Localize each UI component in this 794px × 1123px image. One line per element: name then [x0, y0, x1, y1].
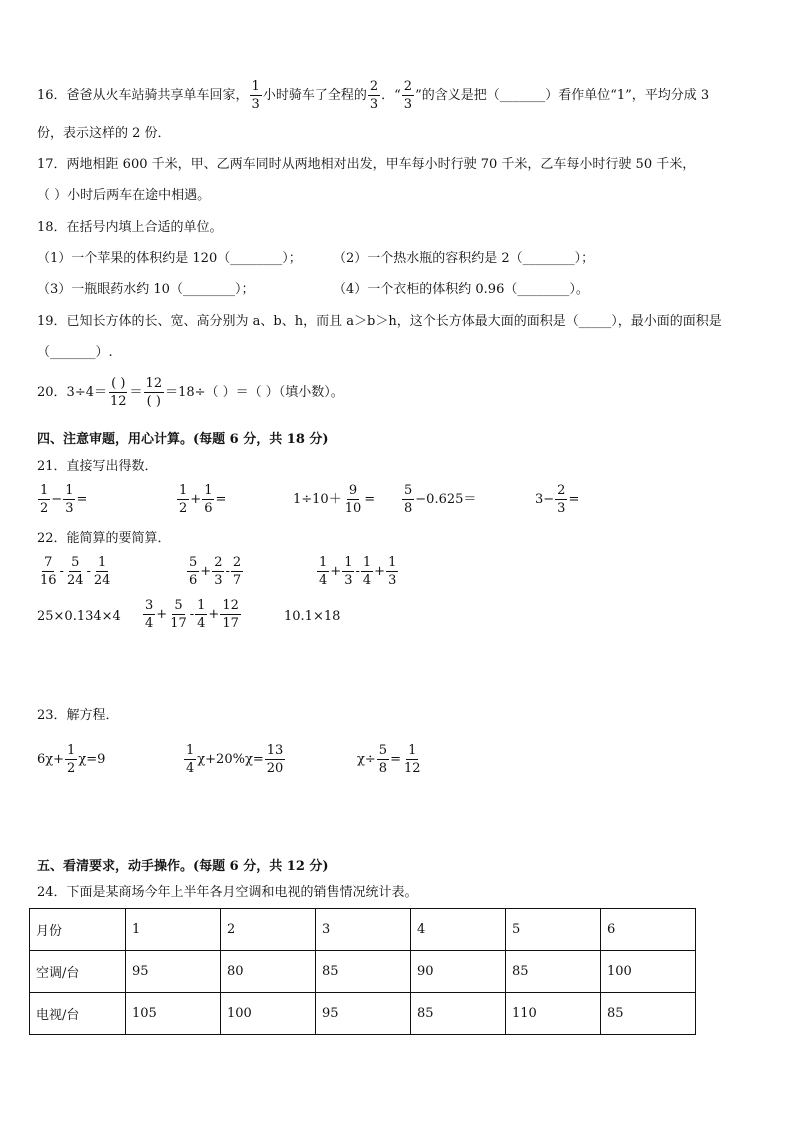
- table-cell: 80: [221, 951, 316, 993]
- section-5-heading: 五、看清要求，动手操作。(每题 6 分，共 12 分): [37, 859, 329, 874]
- question-24-title: 24．下面是某商场今年上半年各月空调和电视的销售情况统计表。: [37, 885, 418, 900]
- question-18-item-3: （3）一瓶眼药水约 10（________）；: [37, 282, 255, 297]
- q16-fraction-3: $\frac{2}{3}$: [403, 79, 413, 112]
- table-cell: 90: [411, 951, 506, 993]
- q23-equation-1: 6χ+ $\frac{1}{2}$ χ=9: [37, 743, 106, 776]
- q20-fraction-2: $\frac{12}{( )}$: [145, 376, 163, 409]
- table-cell: 2: [221, 909, 316, 951]
- table-cell: 85: [411, 993, 506, 1035]
- question-22-title: 22．能简算的要简算．: [37, 531, 171, 546]
- question-18-title: 18．在括号内填上合适的单位。: [37, 220, 223, 235]
- table-cell: 6: [601, 909, 696, 951]
- section-4-heading: 四、注意审题，用心计算。(每题 6 分，共 18 分): [37, 432, 329, 447]
- q16-text: 16．爸爸从火车站骑共享单车回家，: [37, 88, 249, 103]
- table-cell: 95: [126, 951, 221, 993]
- table-cell: 110: [506, 993, 601, 1035]
- q20-fraction-1: $\frac{( )}{12}$: [109, 376, 127, 409]
- q21-expr-4: $\frac{5}{8}$ −0.625＝: [404, 483, 477, 516]
- table-cell: 85: [506, 951, 601, 993]
- question-23-title: 23．解方程．: [37, 708, 119, 723]
- table-header-row: [30, 909, 696, 951]
- question-17-line2: （ ）小时后两车在途中相遇。: [37, 188, 211, 203]
- question-20: [37, 377, 344, 408]
- table-cell: 4: [411, 909, 506, 951]
- q21-expr-2: $\frac{1}{2}$ + $\frac{1}{6}$ =: [179, 483, 227, 516]
- q22-expr-4: 25×0.134×4: [37, 609, 121, 624]
- question-21-title: 21．直接写出得数．: [37, 459, 158, 474]
- q20-equals: ＝: [129, 385, 143, 400]
- table-cell: 电视/台: [30, 993, 126, 1035]
- q16-text-suffix: ”的含义是把（_______）看作单位“1”，平均分成 3: [415, 88, 710, 103]
- q22-expr-1: $\frac{7}{16}$ - $\frac{5}{24}$ - $\frac{1}{24}$: [40, 555, 111, 588]
- table-cell: 100: [221, 993, 316, 1035]
- q16-fraction-1: $\frac{1}{3}$: [251, 79, 260, 112]
- q22-expr-2: $\frac{5}{6}$ + $\frac{2}{3}$ - $\frac{2}{7}$: [189, 555, 242, 588]
- question-16-line1: [37, 80, 709, 111]
- table-cell: 95: [316, 993, 411, 1035]
- table-cell: 1: [126, 909, 221, 951]
- q22-expr-3: $\frac{1}{4}$ + $\frac{1}{3}$ - $\frac{1}{4}$ + $\frac{1}{3}$: [319, 555, 397, 588]
- question-19-line2: （_______）.: [37, 345, 113, 360]
- table-cell: 空调/台: [30, 951, 126, 993]
- table-cell: 85: [601, 993, 696, 1035]
- table-cell: 100: [601, 951, 696, 993]
- table-cell: 5: [506, 909, 601, 951]
- q21-expr-1: $\frac{1}{2}$ − $\frac{1}{3}$ =: [40, 483, 88, 516]
- q20-text-suffix: ＝18÷（ ）＝（ ）（填小数）。: [165, 385, 344, 400]
- table-cell: 85: [316, 951, 411, 993]
- table-cell: 3: [316, 909, 411, 951]
- table-row: [30, 993, 696, 1035]
- table-cell: 105: [126, 993, 221, 1035]
- q20-text: 20．3÷4＝: [37, 385, 107, 400]
- question-18-item-1: （1）一个苹果的体积约是 120（________）；: [37, 251, 302, 266]
- question-17-line1: 17．两地相距 600 千米，甲、乙两车同时从两地相对出发，甲车每小时行驶 70 千米，乙车每小时行驶 50 千米，: [37, 157, 696, 172]
- question-18-item-2: （2）一个热水瓶的容积约是 2（________）；: [333, 251, 595, 266]
- question-19-line1: 19．已知长方体的长、宽、高分别为 a、b、h，而且 a＞b＞h，这个长方体最大面的面积是（_____），最小面的面积是: [37, 314, 722, 329]
- q16-text-mid2: ．“: [381, 88, 401, 103]
- question-18-item-4: （4）一个衣柜的体积约 0.96（________）。: [333, 282, 589, 297]
- q21-expr-3: 1÷10＋ $\frac{9}{10}$ =: [293, 483, 376, 516]
- q16-fraction-2: $\frac{2}{3}$: [369, 79, 379, 112]
- q22-expr-6: 10.1×18: [284, 609, 341, 624]
- table-row: [30, 951, 696, 993]
- table-cell: 月份: [30, 909, 126, 951]
- q21-expr-5: 3− $\frac{2}{3}$ =: [535, 483, 580, 516]
- sales-table: [29, 908, 696, 1035]
- q23-equation-3: χ÷ $\frac{5}{8}$ = $\frac{1}{12}$: [357, 743, 421, 776]
- q23-equation-2: $\frac{1}{4}$ χ+20%χ= $\frac{13}{20}$: [186, 743, 284, 776]
- q16-text-mid: 小时骑车了全程的: [262, 88, 367, 103]
- q22-expr-5: $\frac{3}{4}$ + $\frac{5}{17}$ - $\frac{1}{4}$ + $\frac{12}{17}$: [145, 598, 239, 631]
- question-16-line2: 份，表示这样的 2 份．: [37, 126, 171, 141]
